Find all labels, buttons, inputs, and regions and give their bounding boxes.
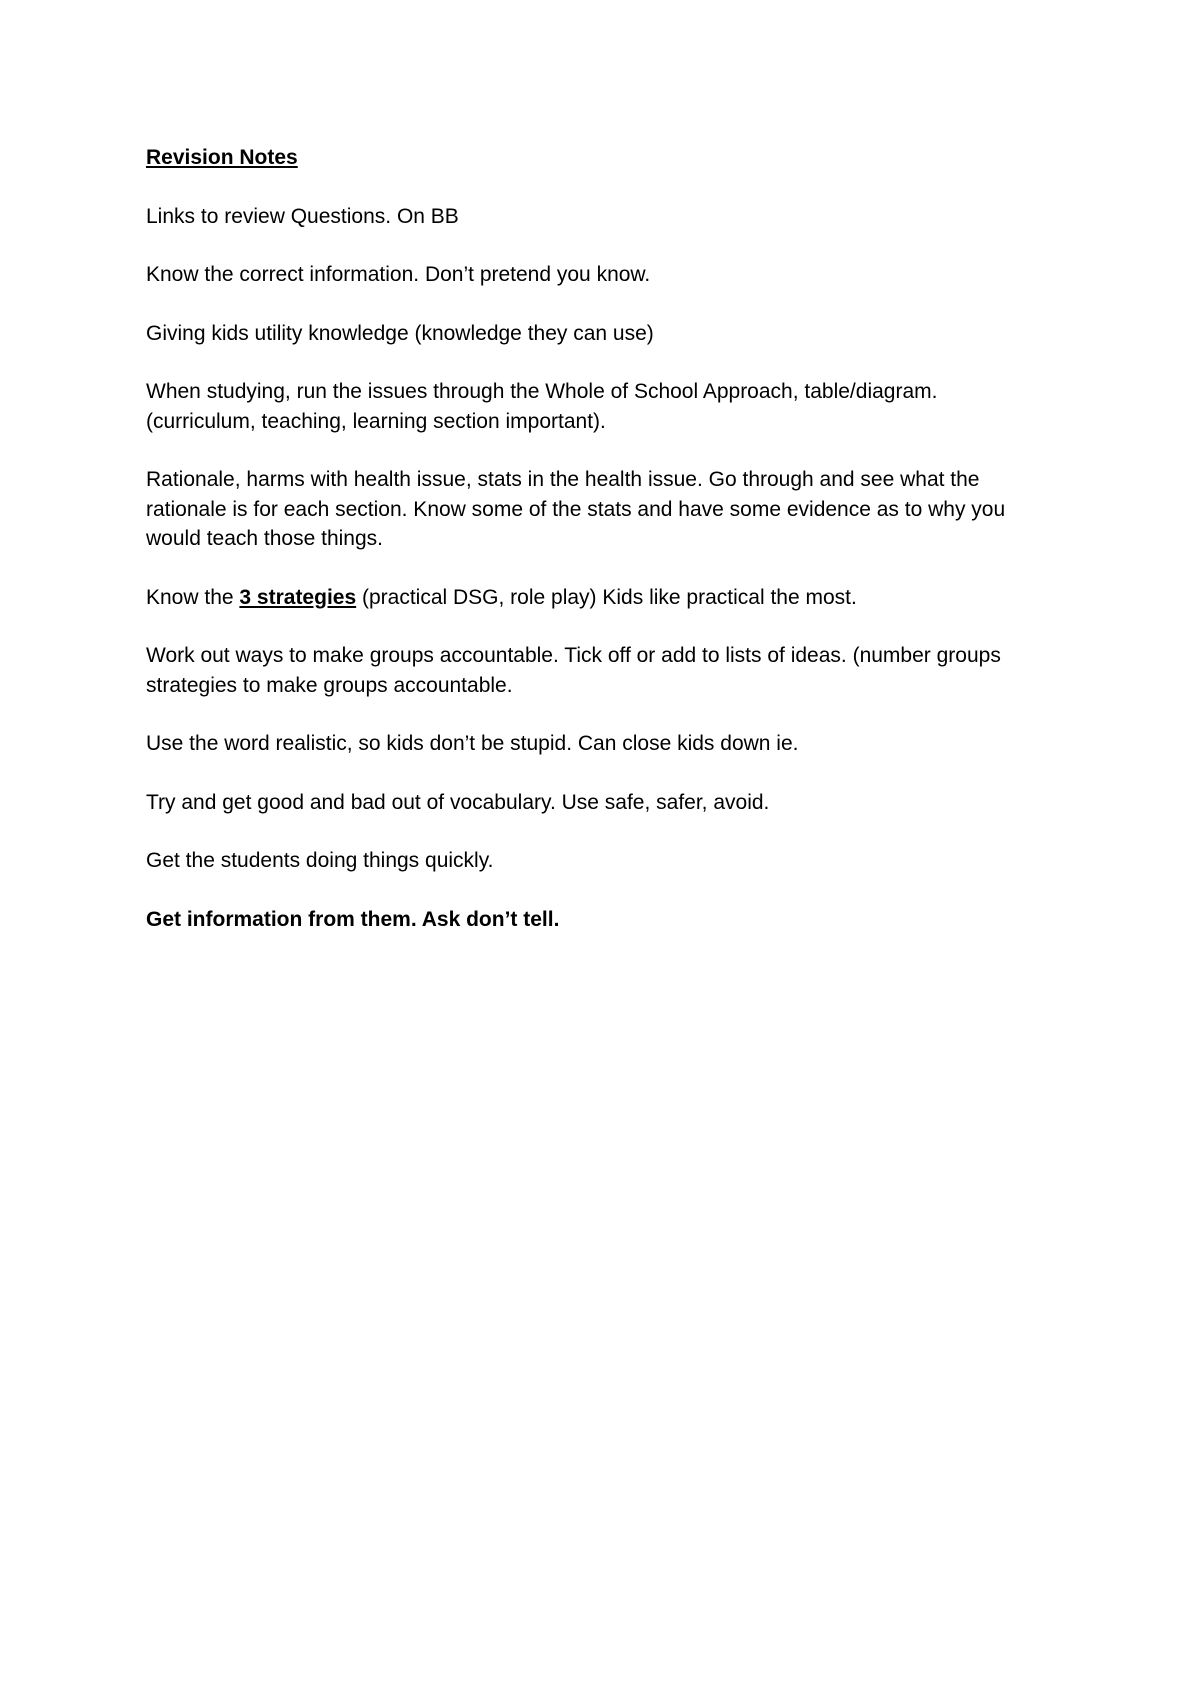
note-students-quickly: Get the students doing things quickly. <box>146 849 494 872</box>
note-line: rationale is for each section. Know some of the stats and have some evidence as to why you <box>146 497 1006 521</box>
note-rationale <box>146 465 1066 554</box>
note-line: Rationale, harms with health issue, stats in the health issue. Go through and see what the <box>146 468 980 491</box>
note-line: (curriculum, teaching, learning section important). <box>146 409 606 433</box>
note-line: strategies to make groups accountable. <box>146 673 513 697</box>
document-title: Revision Notes <box>146 146 298 169</box>
note-line: would teach those things. <box>146 527 383 550</box>
note-group-accountability <box>146 641 1066 700</box>
note-line: Work out ways to make groups accountable. Tick off or add to lists of ideas. (number groups <box>146 644 1001 667</box>
note-correct-information: Know the correct information. Don’t pretend you know. <box>146 263 651 286</box>
note-text: (practical DSG, role play) Kids like practical the most. <box>356 585 857 609</box>
note-whole-of-school <box>146 377 1066 436</box>
note-review-questions: Links to review Questions. On BB <box>146 204 459 228</box>
note-realistic: Use the word realistic, so kids don’t be stupid. Can close kids down ie. <box>146 732 799 755</box>
note-line: When studying, run the issues through the Whole of School Approach, table/diagram. <box>146 380 938 403</box>
note-ask-dont-tell: Get information from them. Ask don’t tell. <box>146 907 560 931</box>
note-vocabulary: Try and get good and bad out of vocabulary. Use safe, safer, avoid. <box>146 790 770 814</box>
strategies-emphasis: 3 strategies <box>239 585 357 609</box>
note-text: Know the <box>146 585 240 609</box>
note-utility-knowledge: Giving kids utility knowledge (knowledge they can use) <box>146 321 654 345</box>
document-body <box>146 143 1066 963</box>
note-strategies <box>146 583 1066 613</box>
